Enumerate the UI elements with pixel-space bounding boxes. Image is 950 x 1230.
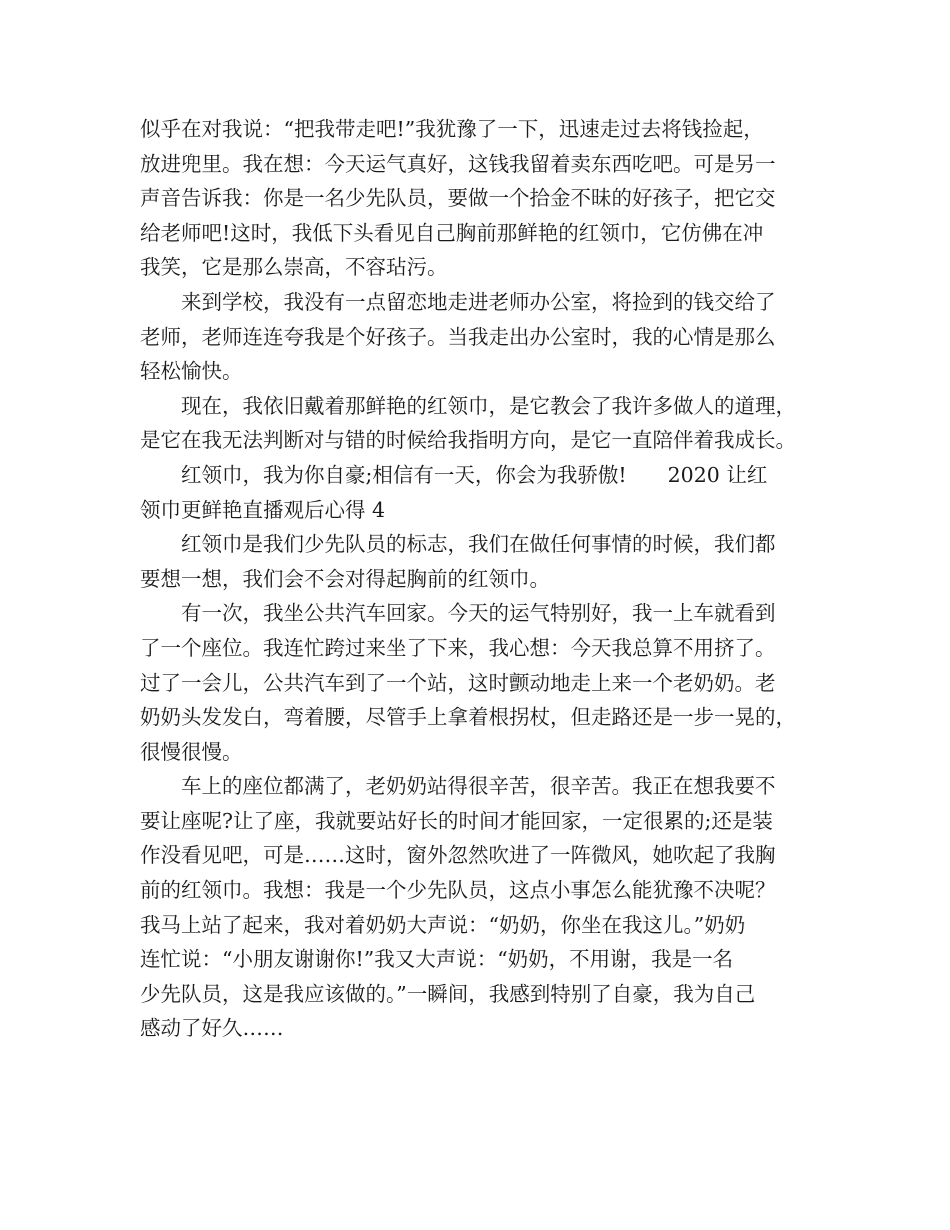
text-line: 奶奶头发发白，弯着腰，尽管手上拿着根拐杖，但走路还是一步一晃的，: [140, 705, 796, 730]
text-line: 老师，老师连连夸我是个好孩子。当我走出办公室时，我的心情是那么: [140, 324, 776, 349]
paragraph-start-line: 红领巾，我为你自豪;相信有一天，你会为我骄傲! 2020 让红: [181, 462, 768, 487]
section-heading-line: 领巾更鲜艳直播观后心得 4: [140, 497, 386, 522]
paragraph-start-line: 车上的座位都满了，老奶奶站得很辛苦，很辛苦。我正在想我要不: [181, 774, 776, 799]
text-line: 给老师吧!这时，我低下头看见自己胸前那鲜艳的红领巾，它仿佛在冲: [140, 220, 764, 245]
paragraph-start-line: 来到学校，我没有一点留恋地走进老师办公室，将捡到的钱交给了: [181, 289, 776, 314]
document-body: [140, 112, 830, 1046]
paragraph-start-line: 现在，我依旧戴着那鲜艳的红领巾，是它教会了我许多做人的道理，: [181, 393, 796, 418]
text-line: 声音告诉我：你是一名少先队员，要做一个拾金不昧的好孩子，把它交: [140, 186, 776, 211]
text-line: 过了一会儿，公共汽车到了一个站，这时颤动地走上来一个老奶奶。老: [140, 670, 776, 695]
text-line: 作没看见吧，可是……这时，窗外忽然吹进了一阵微风，她吹起了我胸: [140, 843, 776, 868]
text-line: 我马上站了起来，我对着奶奶大声说：“奶奶，你坐在我这儿。”奶奶: [140, 912, 746, 937]
text-line: 前的红领巾。我想：我是一个少先队员，这点小事怎么能犹豫不决呢？: [140, 878, 776, 903]
text-line: 是它在我无法判断对与错的时候给我指明方向，是它一直陪伴着我成长。: [140, 428, 796, 453]
text-line: 放进兜里。我在想：今天运气真好，这钱我留着卖东西吃吧。可是另一: [140, 151, 776, 176]
text-line: 很慢很慢。: [140, 739, 243, 764]
text-line: 轻松愉快。: [140, 359, 243, 384]
text-line: 感动了好久……: [140, 1016, 284, 1041]
paragraph-start-line: 红领巾是我们少先队员的标志，我们在做任何事情的时候，我们都: [181, 532, 776, 557]
text-line: 了一个座位。我连忙跨过来坐了下来，我心想：今天我总算不用挤了。: [140, 635, 776, 660]
text-line: 要让座呢?让了座，我就要站好长的时间才能回家，一定很累的;还是装: [140, 808, 773, 833]
paragraph-start-line: 有一次，我坐公共汽车回家。今天的运气特别好，我一上车就看到: [181, 601, 776, 626]
text-line: 少先队员，这是我应该做的。”一瞬间，我感到特别了自豪，我为自己: [140, 981, 756, 1006]
text-line: 我笑，它是那么崇高，不容玷污。: [140, 255, 448, 280]
text-line: 似乎在对我说：“把我带走吧!”我犹豫了一下，迅速走过去将钱捡起，: [140, 117, 764, 141]
text-line: 要想一想，我们会不会对得起胸前的红领巾。: [140, 566, 550, 591]
text-line: 连忙说：“小朋友谢谢你!”我又大声说：“奶奶，不用谢，我是一名: [140, 947, 734, 972]
